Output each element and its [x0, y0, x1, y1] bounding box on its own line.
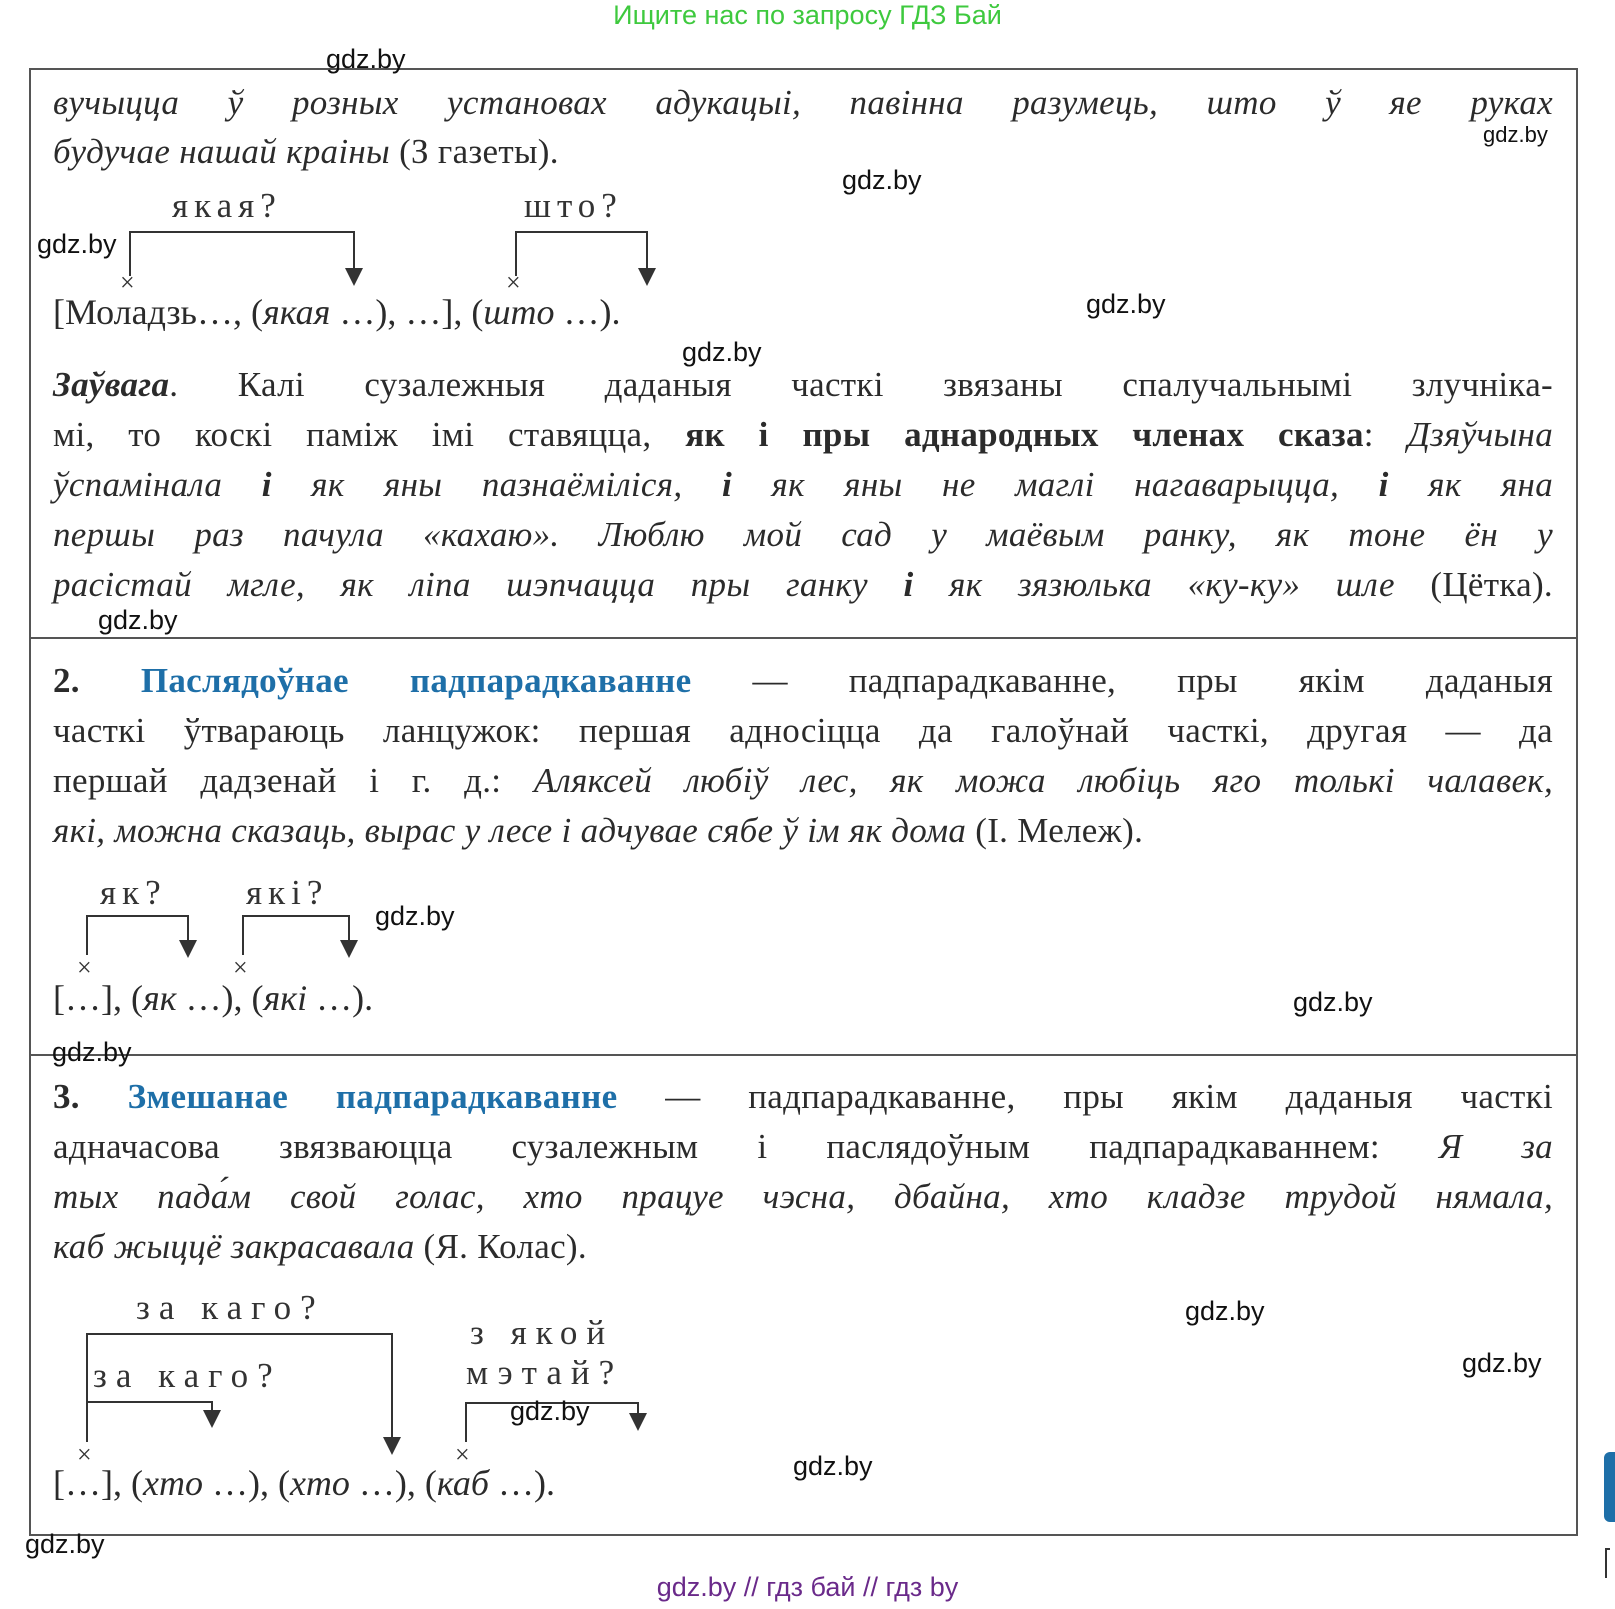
diagram-3-formula — [53, 1463, 555, 1503]
note-example: Дзяўчына — [1407, 415, 1553, 454]
diagram-2-cross-1: × — [77, 953, 92, 982]
note-example: як яны не маглі нагаварыцца, — [731, 465, 1379, 504]
formula-part: …). — [488, 1463, 555, 1503]
formula-part: [Моладзь…, ( — [53, 292, 263, 332]
section-2-term: Паслядоўнае падпарадкаванне — [140, 661, 692, 700]
section-3-example: Я за — [1438, 1127, 1553, 1166]
page-edge-tab — [1604, 1452, 1615, 1522]
watermark: gdz.by — [1086, 289, 1166, 319]
diagram-3-question-1: за каго? — [136, 1288, 325, 1327]
watermark: gdz.by — [1462, 1348, 1542, 1378]
diagram-3-question-2: за каго? — [93, 1356, 282, 1395]
diagram-2-question-1: як? — [100, 873, 167, 912]
section-2-number: 2. — [53, 661, 141, 700]
section-2-example: Аляксей любіў лес, як можа любіць яго толькі чалавек, — [533, 761, 1554, 800]
note-title: Заўвага — [53, 365, 170, 404]
formula-part: каб — [436, 1463, 489, 1503]
formula-part: …), ( — [176, 978, 264, 1018]
paragraph-1-source: (З газеты). — [390, 132, 559, 171]
note-emphasis: як і пры аднародных членах сказа — [685, 415, 1364, 454]
watermark: gdz.by — [375, 901, 455, 931]
section-3-line-3: тых пада́м свой голас, хто працуе чэсна, дбайна, хто кладзе трудой нямала, — [53, 1177, 1553, 1216]
section-3-source: (Я. Колас). — [414, 1227, 587, 1266]
diagram-3-cross-2: × — [455, 1440, 470, 1469]
note-text: мі, то коскі паміж імі ставяцца, — [53, 415, 686, 454]
formula-part: […], ( — [53, 978, 143, 1018]
section-2-example: які, можна сказаць, вырас у лесе і адчувае сябе ў ім як дома — [53, 811, 967, 850]
formula-part: якая — [262, 292, 331, 332]
note-conjunction: і — [261, 465, 272, 504]
diagram-3-cross-1: × — [77, 1440, 92, 1469]
diagram-3-question-3a: з якой — [470, 1313, 615, 1352]
footer-links: gdz.by // гдз бай // гдз by — [656, 1572, 959, 1602]
formula-part: хто — [142, 1463, 203, 1503]
section-3-term: Змешанае падпарадкаванне — [127, 1077, 618, 1116]
diagram-3-question-3b: мэтай? — [466, 1353, 624, 1392]
top-banner: Ищите нас по запросу ГДЗ Бай — [613, 0, 1002, 30]
watermark: gdz.by — [37, 229, 117, 259]
watermark: gdz.by — [793, 1451, 873, 1481]
diagram-2-cross-2: × — [233, 953, 248, 982]
watermark: gdz.by — [52, 1037, 132, 1067]
watermark: gdz.by — [1185, 1296, 1265, 1326]
note-text: . Калі сузалежныя даданыя часткі звязаны спалучальнымі злучніка- — [169, 365, 1553, 404]
watermark: gdz.by — [326, 44, 406, 74]
section-3-number: 3. — [53, 1077, 128, 1116]
section-3-text: адначасова звязваюцца сузалежным і паслядоўным падпарадкаваннем: — [53, 1127, 1439, 1166]
section-2-source: (І. Мележ). — [966, 811, 1144, 850]
paragraph-1-example: будучае нашай краіны — [53, 132, 391, 171]
diagram-1-question-2: што? — [524, 186, 623, 225]
watermark: gdz.by — [1483, 122, 1548, 147]
diagram-1-cross-1: × — [120, 268, 135, 297]
watermark: gdz.by — [682, 337, 762, 367]
formula-part: […], ( — [53, 1463, 143, 1503]
note-source: (Цётка). — [1394, 565, 1553, 604]
diagram-1-cross-2: × — [506, 268, 521, 297]
formula-part: …). — [307, 978, 374, 1018]
note-example: расістай мгле, як ліпа шэпчацца пры ганку — [53, 565, 904, 604]
note-conjunction: і — [903, 565, 914, 604]
watermark: gdz.by — [98, 605, 178, 635]
section-3-text: — падпарадкаванне, пры якім даданыя часткі — [617, 1077, 1553, 1116]
note-conjunction: і — [721, 465, 732, 504]
diagram-1-question-1: якая? — [172, 186, 282, 225]
formula-part: …), ( — [349, 1463, 437, 1503]
paragraph-1-line-1: вучыцца ў розных установах адукацыі, павінна разумець, што ў яе руках — [53, 83, 1553, 122]
note-example: як зязюлька «ку-ку» шле — [913, 565, 1395, 604]
formula-part: як — [142, 978, 177, 1018]
formula-part: …), ( — [202, 1463, 290, 1503]
formula-part: што — [483, 292, 555, 332]
note-conjunction: і — [1378, 465, 1389, 504]
section-2-text: першай дадзенай і г. д.: — [53, 761, 534, 800]
diagram-2-question-2: які? — [246, 873, 329, 912]
section-2-line-2: часткі ўтвараюць ланцужок: першая адносіцца да галоўнай часткі, другая — да — [53, 711, 1553, 750]
watermark: gdz.by — [25, 1529, 105, 1559]
watermark: gdz.by — [1293, 987, 1373, 1017]
note-text: : — [1363, 415, 1408, 454]
note-example: як яны пазнаёміліся, — [271, 465, 722, 504]
note-example: ўспамінала — [53, 465, 262, 504]
section-3-example: каб жыццё закрасавала — [53, 1227, 415, 1266]
formula-part: …), …], ( — [330, 292, 484, 332]
note-line-4: першы раз пачула «кахаю». Люблю мой сад у маёвым ранку, як тоне ён у — [53, 515, 1553, 554]
watermark: gdz.by — [842, 165, 922, 195]
section-2-text: — падпарадкаванне, пры якім даданыя — [691, 661, 1553, 700]
watermark: gdz.by — [510, 1396, 590, 1426]
formula-part: …). — [554, 292, 621, 332]
formula-part: які — [263, 978, 308, 1018]
note-example: як яна — [1388, 465, 1554, 504]
formula-part: хто — [289, 1463, 350, 1503]
